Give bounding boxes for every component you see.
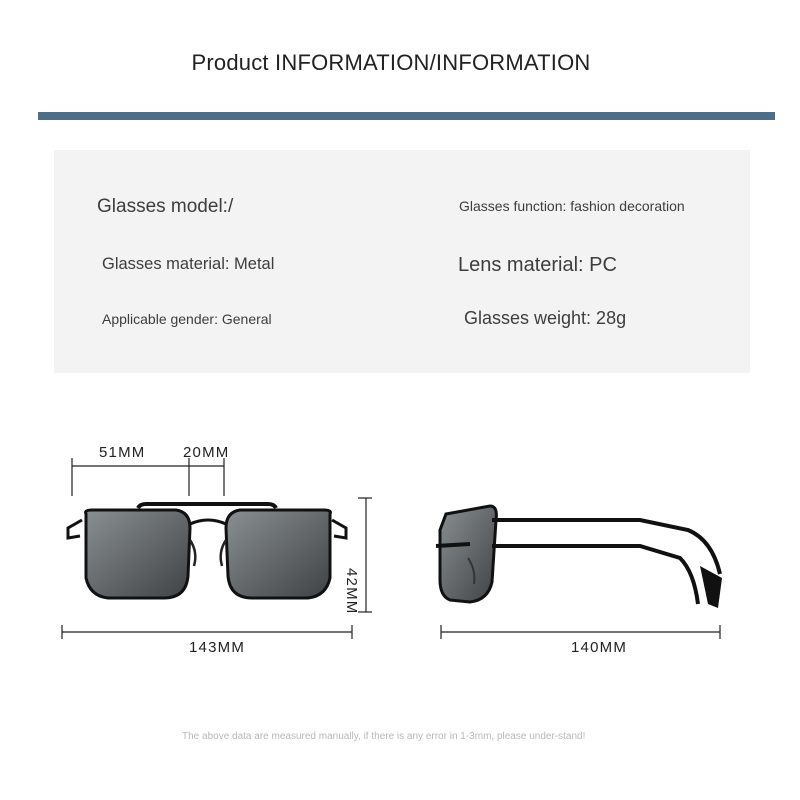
lens-width-label: 51MM bbox=[99, 444, 146, 461]
temple-length-label: 140MM bbox=[571, 639, 628, 656]
spec-weight: Glasses weight: 28g bbox=[464, 308, 627, 328]
page-title: Product INFORMATION/INFORMATION bbox=[191, 50, 591, 75]
spec-gender: Applicable gender: General bbox=[102, 311, 272, 327]
lens-height-label: 42MM bbox=[343, 568, 360, 615]
bridge-width-label: 20MM bbox=[183, 444, 230, 461]
spec-model: Glasses model:/ bbox=[97, 196, 234, 217]
spec-lens: Lens material: PC bbox=[458, 254, 617, 276]
frame-width-label: 143MM bbox=[189, 639, 246, 656]
spec-material: Glasses material: Metal bbox=[102, 255, 275, 273]
glasses-side-view bbox=[436, 506, 722, 639]
measurement-note: The above data are measured manually, if there is any error in 1-3mm, please under-stand! bbox=[182, 731, 586, 742]
spec-function: Glasses function: fashion decoration bbox=[459, 198, 685, 214]
